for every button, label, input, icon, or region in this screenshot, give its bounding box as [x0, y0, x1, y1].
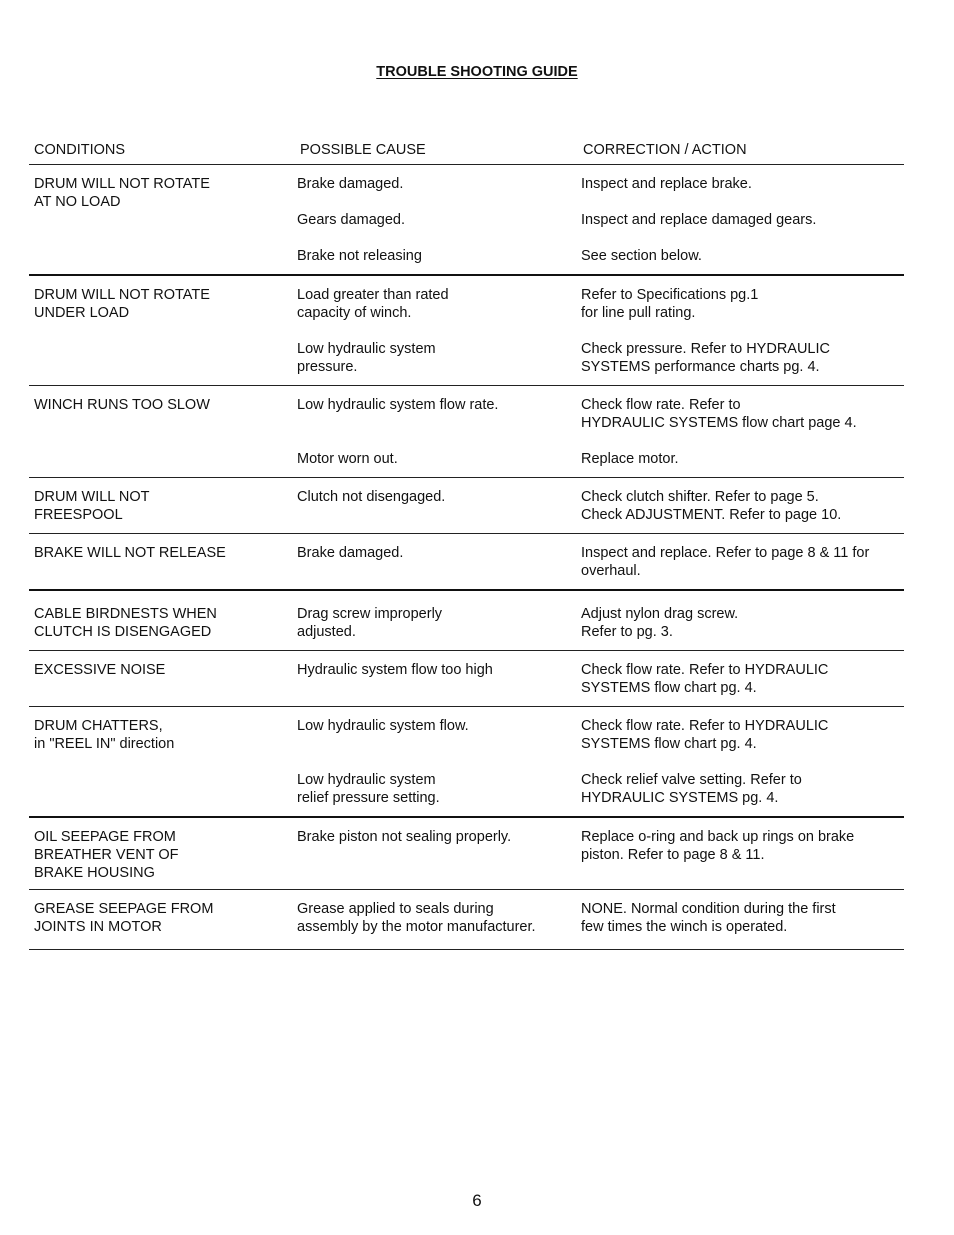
correction-cell: NONE. Normal condition during the first few times the winch is operated.	[581, 901, 836, 935]
table-row	[29, 386, 904, 478]
cause-cell: Grease applied to seals during assembly by the motor manufacturer.	[297, 901, 536, 935]
correction-cell: Check pressure. Refer to HYDRAULIC SYSTEMS performance charts pg. 4.	[581, 341, 830, 375]
correction-cell: Adjust nylon drag screw. Refer to pg. 3.	[581, 606, 739, 640]
correction-cell: Refer to Specifications pg.1 for line pull rating.	[581, 287, 759, 321]
correction-cell: Replace o-ring and back up rings on brake piston. Refer to page 8 & 11.	[581, 829, 855, 863]
table-row	[29, 591, 904, 651]
table-row	[29, 651, 904, 707]
cause-cell: Clutch not disengaged.	[297, 489, 446, 505]
correction-cell: Check flow rate. Refer to HYDRAULIC SYSTEMS flow chart page 4.	[581, 397, 857, 431]
condition-cell: BRAKE WILL NOT RELEASE	[34, 545, 226, 561]
cause-cell: Brake not releasing	[297, 248, 422, 264]
condition-cell: DRUM CHATTERS, in "REEL IN" direction	[34, 718, 175, 752]
header-correction-action: CORRECTION / ACTION	[583, 142, 747, 158]
condition-cell: GREASE SEEPAGE FROM JOINTS IN MOTOR	[34, 901, 214, 935]
cause-cell: Low hydraulic system pressure.	[297, 341, 436, 375]
header-possible-cause: POSSIBLE CAUSE	[300, 142, 426, 158]
cause-cell: Drag screw improperly adjusted.	[297, 606, 443, 640]
correction-cell: Check clutch shifter. Refer to page 5. Check ADJUSTMENT. Refer to page 10.	[581, 489, 842, 523]
troubleshooting-table	[29, 165, 904, 950]
condition-cell: DRUM WILL NOT ROTATE AT NO LOAD	[34, 176, 210, 210]
table-row	[29, 890, 904, 950]
table-header	[29, 140, 904, 165]
correction-cell: Inspect and replace brake.	[581, 176, 752, 192]
correction-cell: See section below.	[581, 248, 702, 264]
cause-cell: Low hydraulic system flow rate.	[297, 397, 499, 413]
table-row	[29, 276, 904, 386]
table-row	[29, 818, 904, 890]
condition-cell: DRUM WILL NOT ROTATE UNDER LOAD	[34, 287, 210, 321]
cause-cell: Brake damaged.	[297, 545, 404, 561]
condition-cell: WINCH RUNS TOO SLOW	[34, 397, 210, 413]
correction-cell: Check flow rate. Refer to HYDRAULIC SYSTEMS flow chart pg. 4.	[581, 718, 829, 752]
cause-cell: Load greater than rated capacity of winch.	[297, 287, 449, 321]
correction-cell: Check flow rate. Refer to HYDRAULIC SYSTEMS flow chart pg. 4.	[581, 662, 829, 696]
condition-cell: OIL SEEPAGE FROM BREATHER VENT OF BRAKE HOUSING	[34, 829, 179, 881]
condition-cell: DRUM WILL NOT FREESPOOL	[34, 489, 150, 523]
page-number: 6	[472, 1191, 482, 1210]
correction-cell: Check relief valve setting. Refer to HYDRAULIC SYSTEMS pg. 4.	[581, 772, 802, 806]
cause-cell: Motor worn out.	[297, 451, 398, 467]
table-row	[29, 534, 904, 591]
condition-cell: CABLE BIRDNESTS WHEN CLUTCH IS DISENGAGED	[34, 606, 217, 640]
cause-cell: Brake damaged.	[297, 176, 404, 192]
correction-cell: Inspect and replace. Refer to page 8 & 11 for overhaul.	[581, 545, 870, 579]
correction-cell: Replace motor.	[581, 451, 679, 467]
header-conditions: CONDITIONS	[34, 142, 126, 158]
cause-cell: Low hydraulic system flow.	[297, 718, 469, 734]
cause-cell: Brake piston not sealing properly.	[297, 829, 512, 845]
table-row	[29, 478, 904, 534]
cause-cell: Hydraulic system flow too high	[297, 662, 493, 678]
correction-cell: Inspect and replace damaged gears.	[581, 212, 817, 228]
condition-cell: EXCESSIVE NOISE	[34, 662, 166, 678]
cause-cell: Low hydraulic system relief pressure setting.	[297, 772, 440, 806]
table-row	[29, 165, 904, 276]
cause-cell: Gears damaged.	[297, 212, 406, 228]
table-row	[29, 707, 904, 818]
page-title: TROUBLE SHOOTING GUIDE	[376, 64, 578, 80]
